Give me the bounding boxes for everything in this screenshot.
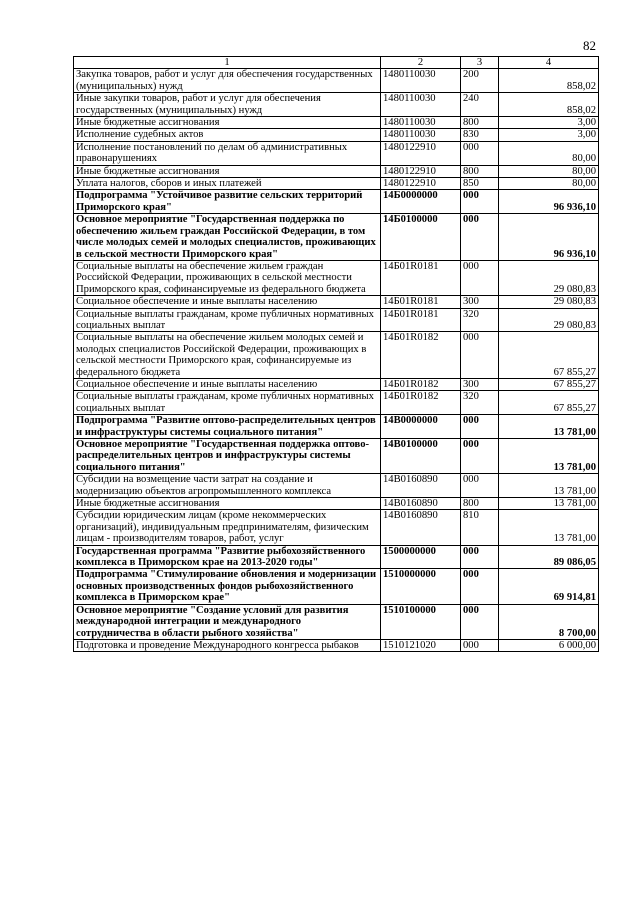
row-code: 1510100000 — [381, 604, 461, 639]
row-type: 830 — [461, 129, 499, 141]
row-type: 800 — [461, 165, 499, 177]
row-amount: 67 855,27 — [499, 378, 599, 390]
row-code: 1480122910 — [381, 141, 461, 165]
row-type: 000 — [461, 190, 499, 214]
row-code: 1510000000 — [381, 569, 461, 604]
row-amount: 96 936,10 — [499, 190, 599, 214]
row-name: Иные бюджетные ассигнования — [74, 117, 381, 129]
row-code: 14В0100000 — [381, 439, 461, 474]
row-type: 240 — [461, 93, 499, 117]
row-amount: 80,00 — [499, 178, 599, 190]
row-amount: 29 080,83 — [499, 260, 599, 295]
row-name: Социальное обеспечение и иные выплаты населению — [74, 378, 381, 390]
row-code: 14В0160890 — [381, 510, 461, 545]
row-type: 000 — [461, 545, 499, 569]
row-amount: 80,00 — [499, 165, 599, 177]
row-type: 800 — [461, 117, 499, 129]
table-row — [74, 129, 599, 141]
row-amount: 80,00 — [499, 141, 599, 165]
row-amount: 29 080,83 — [499, 308, 599, 332]
table-row — [74, 604, 599, 639]
row-name: Социальные выплаты гражданам, кроме публичных нормативных социальных выплат — [74, 308, 381, 332]
row-amount: 3,00 — [499, 117, 599, 129]
table-header-row — [74, 57, 599, 69]
table-row — [74, 415, 599, 439]
row-code: 14Б01R0181 — [381, 308, 461, 332]
row-amount: 89 086,05 — [499, 545, 599, 569]
row-code: 14Б01R0181 — [381, 296, 461, 308]
row-name: Подпрограмма "Развитие оптово-распределительных центров и инфраструктуры системы социального питания" — [74, 415, 381, 439]
row-type: 320 — [461, 391, 499, 415]
row-type: 000 — [461, 415, 499, 439]
header-col-2: 2 — [381, 57, 461, 69]
row-amount: 96 936,10 — [499, 214, 599, 261]
row-amount: 13 781,00 — [499, 498, 599, 510]
table-row — [74, 332, 599, 379]
row-type: 000 — [461, 439, 499, 474]
table-row — [74, 260, 599, 295]
row-amount: 8 700,00 — [499, 604, 599, 639]
row-code: 14Б01R0182 — [381, 332, 461, 379]
budget-table — [73, 56, 599, 652]
row-code: 14В0160890 — [381, 498, 461, 510]
row-code: 1510121020 — [381, 639, 461, 651]
row-code: 14В0000000 — [381, 415, 461, 439]
table-row — [74, 378, 599, 390]
row-code: 14В0160890 — [381, 474, 461, 498]
row-name: Основное мероприятие "Государственная поддержка оптово-распределительных центров и инфраструктуры системы социального питания" — [74, 439, 381, 474]
table-row — [74, 545, 599, 569]
row-type: 000 — [461, 260, 499, 295]
table-row — [74, 141, 599, 165]
row-amount: 69 914,81 — [499, 569, 599, 604]
row-name: Субсидии юридическим лицам (кроме некоммерческих организаций), индивидуальным предпринимателям, физическим лицам - производителям товаров, работ, услуг — [74, 510, 381, 545]
row-name: Подпрограмма "Стимулирование обновления и модернизации основных производственных фондов рыбохозяйственного комплекса в Приморском крае" — [74, 569, 381, 604]
header-col-1: 1 — [74, 57, 381, 69]
table-row — [74, 474, 599, 498]
row-code: 1500000000 — [381, 545, 461, 569]
table-row — [74, 190, 599, 214]
row-name: Социальное обеспечение и иные выплаты населению — [74, 296, 381, 308]
row-name: Подготовка и проведение Международного конгресса рыбаков — [74, 639, 381, 651]
row-name: Основное мероприятие "Государственная поддержка по обеспечению жильем граждан Российской Федерации, в том числе молодых семей и молодых специалистов, проживающих в сельской местности Приморского края" — [74, 214, 381, 261]
row-amount: 6 000,00 — [499, 639, 599, 651]
table-row — [74, 308, 599, 332]
row-name: Государственная программа "Развитие рыбохозяйственного комплекса в Приморском крае на 2013-2020 годы" — [74, 545, 381, 569]
table-row — [74, 498, 599, 510]
row-code: 1480110030 — [381, 93, 461, 117]
row-code: 14Б0100000 — [381, 214, 461, 261]
row-type: 320 — [461, 308, 499, 332]
row-name: Иные закупки товаров, работ и услуг для обеспечения государственных (муниципальных) нужд — [74, 93, 381, 117]
row-name: Социальные выплаты гражданам, кроме публичных нормативных социальных выплат — [74, 391, 381, 415]
row-name: Иные бюджетные ассигнования — [74, 165, 381, 177]
row-amount: 13 781,00 — [499, 474, 599, 498]
row-type: 000 — [461, 332, 499, 379]
row-name: Иные бюджетные ассигнования — [74, 498, 381, 510]
table-row — [74, 93, 599, 117]
row-type: 000 — [461, 604, 499, 639]
row-type: 300 — [461, 378, 499, 390]
row-code: 1480122910 — [381, 178, 461, 190]
row-name: Социальные выплаты на обеспечение жильем молодых семей и молодых специалистов Российской Федерации, проживающих в сельской местности Приморского края, софинансируемые из федерального бюджета — [74, 332, 381, 379]
row-name: Исполнение судебных актов — [74, 129, 381, 141]
row-type: 300 — [461, 296, 499, 308]
row-code: 1480122910 — [381, 165, 461, 177]
row-name: Уплата налогов, сборов и иных платежей — [74, 178, 381, 190]
row-code: 1480110030 — [381, 129, 461, 141]
row-amount: 3,00 — [499, 129, 599, 141]
row-amount: 13 781,00 — [499, 415, 599, 439]
header-col-4: 4 — [499, 57, 599, 69]
row-type: 850 — [461, 178, 499, 190]
row-amount: 67 855,27 — [499, 332, 599, 379]
table-row — [74, 178, 599, 190]
row-name: Исполнение постановлений по делам об административных правонарушениях — [74, 141, 381, 165]
row-amount: 13 781,00 — [499, 510, 599, 545]
table-row — [74, 214, 599, 261]
row-amount: 67 855,27 — [499, 391, 599, 415]
row-type: 000 — [461, 474, 499, 498]
row-amount: 858,02 — [499, 93, 599, 117]
row-code: 14Б01R0182 — [381, 378, 461, 390]
row-code: 1480110030 — [381, 117, 461, 129]
page-number: 82 — [583, 38, 596, 53]
table-row — [74, 69, 599, 93]
row-type: 000 — [461, 569, 499, 604]
row-type: 800 — [461, 498, 499, 510]
table-row — [74, 439, 599, 474]
row-name: Субсидии на возмещение части затрат на создание и модернизацию объектов агропромышленного комплекса — [74, 474, 381, 498]
row-amount: 29 080,83 — [499, 296, 599, 308]
row-name: Подпрограмма "Устойчивое развитие сельских территорий Приморского края" — [74, 190, 381, 214]
header-col-3: 3 — [461, 57, 499, 69]
row-name: Основное мероприятие "Создание условий для развития международной интеграции и международного сотрудничества в области рыбного хозяйства" — [74, 604, 381, 639]
row-type: 000 — [461, 141, 499, 165]
table-row — [74, 296, 599, 308]
row-code: 14Б0000000 — [381, 190, 461, 214]
table-row — [74, 639, 599, 651]
row-name: Социальные выплаты на обеспечение жильем граждан Российской Федерации, проживающих в сельской местности Приморского края, софинансируемые из федерального бюджета — [74, 260, 381, 295]
table-row — [74, 391, 599, 415]
row-code: 1480110030 — [381, 69, 461, 93]
row-type: 000 — [461, 214, 499, 261]
row-code: 14Б01R0181 — [381, 260, 461, 295]
table-row — [74, 117, 599, 129]
row-type: 000 — [461, 639, 499, 651]
row-name: Закупка товаров, работ и услуг для обеспечения государственных (муниципальных) нужд — [74, 69, 381, 93]
table-row — [74, 510, 599, 545]
row-amount: 858,02 — [499, 69, 599, 93]
row-amount: 13 781,00 — [499, 439, 599, 474]
row-code: 14Б01R0182 — [381, 391, 461, 415]
table-row — [74, 165, 599, 177]
table-row — [74, 569, 599, 604]
row-type: 810 — [461, 510, 499, 545]
row-type: 200 — [461, 69, 499, 93]
